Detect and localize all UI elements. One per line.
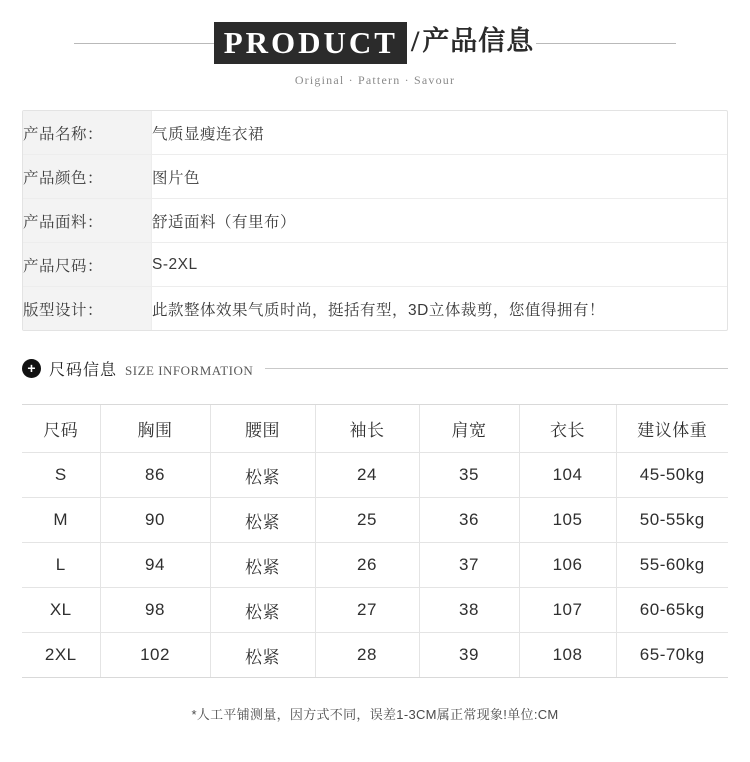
size-table-header-row	[22, 405, 728, 453]
size-heading-rule	[265, 368, 728, 369]
banner-rule-left	[74, 43, 214, 44]
size-table-cell: 108	[519, 633, 616, 678]
size-table-cell: 86	[100, 453, 210, 498]
product-info-label: 产品面料：	[23, 199, 152, 243]
size-table-row	[22, 453, 728, 498]
product-info-label: 产品名称：	[23, 111, 152, 155]
size-table-cell: 60-65kg	[616, 588, 728, 633]
size-table-cell: XL	[22, 588, 100, 633]
banner-title-en: PRODUCT	[214, 22, 407, 64]
product-info-row	[23, 243, 727, 287]
size-table-cell: 2XL	[22, 633, 100, 678]
product-info-label: 产品颜色：	[23, 155, 152, 199]
product-info-table-wrap	[22, 110, 728, 331]
product-info-value: 气质显瘦连衣裙	[152, 111, 728, 155]
size-table-cell: 松紧	[210, 498, 315, 543]
size-table-cell: 37	[419, 543, 519, 588]
product-info-row	[23, 155, 727, 199]
banner-title-cn: 产品信息	[422, 26, 535, 56]
size-table-cell: 39	[419, 633, 519, 678]
size-table-cell: 65-70kg	[639, 645, 705, 664]
product-info-row	[23, 287, 727, 331]
size-table-header-cell: 腰围	[210, 405, 315, 453]
size-table-cell: M	[22, 498, 100, 543]
size-table-cell: 45-50kg	[616, 453, 728, 498]
size-table-header-cell: 尺码	[22, 405, 100, 453]
size-table-cell: 38	[419, 588, 519, 633]
size-table-cell: 松紧	[210, 633, 315, 678]
size-table-cell: 102	[100, 633, 210, 678]
size-table-cell: S	[22, 453, 100, 498]
size-table-header-cell: 衣长	[519, 405, 616, 453]
size-heading-en: SIZE INFORMATION	[125, 362, 254, 378]
product-info-value: 舒适面料（有里布）	[152, 199, 728, 243]
size-table-cell: 55-60kg	[616, 543, 728, 588]
banner-rule-right	[536, 43, 676, 44]
product-info-row	[23, 199, 727, 243]
size-table-cell: 24	[315, 453, 419, 498]
size-table-cell: 松紧	[210, 543, 315, 588]
size-table-cell: 27	[315, 588, 419, 633]
size-table-cell: 松紧	[210, 453, 315, 498]
product-info-value: 此款整体效果气质时尚，挺括有型，3D立体裁剪，您值得拥有！	[152, 301, 605, 319]
size-table-row	[22, 633, 728, 678]
size-table-row	[22, 543, 728, 588]
size-table-wrap	[22, 404, 728, 678]
product-info-value: S-2XL	[152, 243, 728, 287]
size-table-cell: 26	[315, 543, 419, 588]
size-heading-cn: 尺码信息	[49, 362, 118, 379]
size-table-cell: 90	[100, 498, 210, 543]
banner-subtitle: Original · Pattern · Savour	[294, 73, 456, 87]
size-table-cell: 36	[419, 498, 519, 543]
size-table-cell: L	[22, 543, 100, 588]
size-table-header-cell: 肩宽	[419, 405, 519, 453]
size-table-cell: 106	[519, 543, 616, 588]
size-table-cell: 98	[100, 588, 210, 633]
size-table-header-cell: 袖长	[315, 405, 419, 453]
size-table-cell: 松紧	[210, 588, 315, 633]
size-table-cell: 107	[519, 588, 616, 633]
page-title	[214, 22, 537, 64]
size-table-cell: 25	[315, 498, 419, 543]
product-info-label: 产品尺码：	[23, 243, 152, 287]
size-table	[22, 405, 728, 677]
size-table-cell: 104	[519, 453, 616, 498]
banner-title-row	[0, 22, 750, 64]
product-info-label: 版型设计：	[23, 287, 152, 331]
size-table-cell: 105	[519, 498, 616, 543]
product-info-value: 图片色	[152, 155, 728, 199]
size-table-cell: 35	[419, 453, 519, 498]
size-table-row	[22, 588, 728, 633]
size-table-header-cell: 建议体重	[616, 405, 728, 453]
size-table-row	[22, 498, 728, 543]
measurement-footnote: *人工平铺测量，因方式不同，误差1-3CM属正常现象!单位:CM	[191, 707, 559, 722]
plus-icon: +	[22, 359, 41, 378]
size-table-cell: 94	[100, 543, 210, 588]
size-table-header-cell: 胸围	[100, 405, 210, 453]
size-table-cell: 28	[315, 633, 419, 678]
page-banner	[0, 0, 750, 88]
size-information-heading	[22, 357, 728, 380]
size-table-cell: 50-55kg	[616, 498, 728, 543]
product-info-row	[23, 111, 727, 155]
banner-title-slash: /	[410, 25, 421, 58]
product-info-table	[23, 111, 727, 330]
